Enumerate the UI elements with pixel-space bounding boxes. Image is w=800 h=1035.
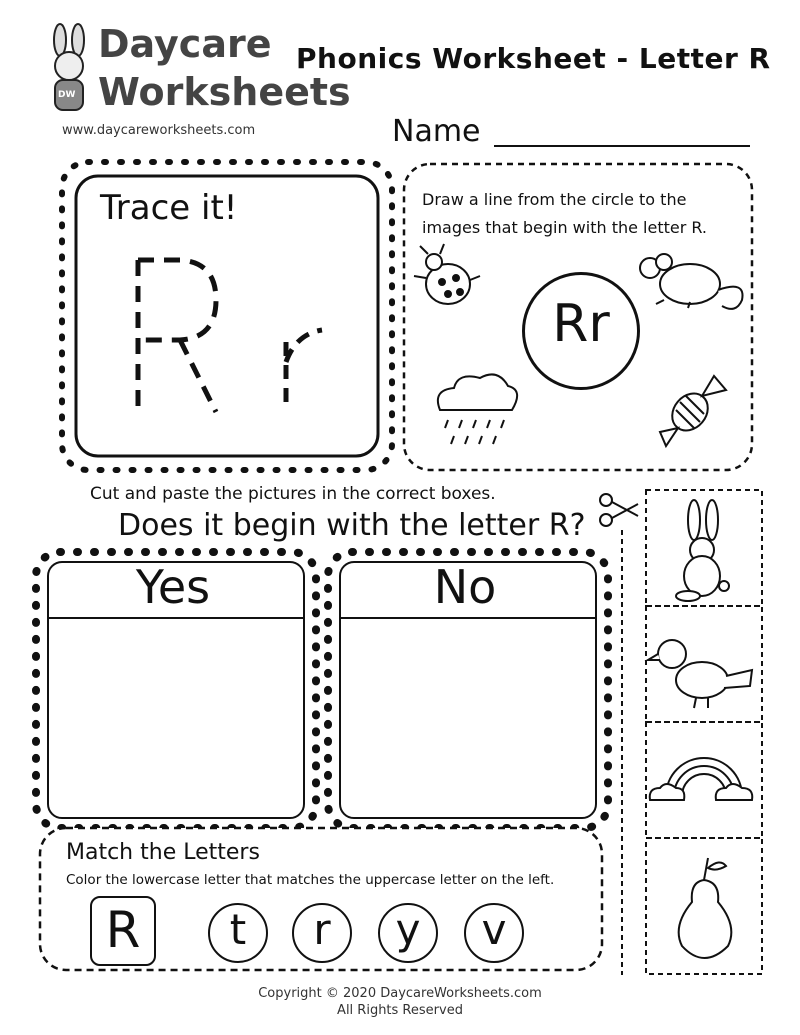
option-r[interactable]: r	[292, 903, 352, 963]
scissors-icon	[600, 494, 638, 526]
bird-icon	[648, 640, 752, 708]
cut-paste-instruction: Cut and paste the pictures in the correct boxes.	[90, 484, 496, 504]
draw-line-instruction: Draw a line from the circle to the images that begin with the letter R.	[422, 190, 708, 237]
match-instruction: Color the lowercase letter that matches the uppercase letter on the left.	[66, 872, 555, 888]
candy-icon	[660, 376, 726, 446]
logo-badge: DW	[58, 90, 76, 100]
footer-copyright: Copyright © 2020 DaycareWorksheets.com	[258, 986, 542, 1001]
page-title: Phonics Worksheet - Letter R	[296, 42, 771, 75]
option-y[interactable]: y	[378, 903, 438, 963]
name-input-line[interactable]	[494, 145, 750, 147]
footer-rights: All Rights Reserved	[337, 1003, 463, 1018]
mouse-icon	[640, 254, 743, 309]
trace-title: Trace it!	[100, 188, 238, 228]
rr-circle-text: Rr	[552, 294, 610, 354]
no-label: No	[433, 560, 497, 614]
uppercase-letter-box: R	[90, 896, 156, 966]
rainbow-icon	[650, 758, 753, 800]
ladybug-icon	[414, 244, 480, 304]
rabbit-icon	[676, 500, 729, 601]
raincloud-icon	[438, 374, 517, 444]
question-heading: Does it begin with the letter R?	[118, 508, 586, 543]
site-url: www.daycareworksheets.com	[62, 123, 256, 138]
yes-label: Yes	[135, 560, 211, 614]
pear-icon	[679, 858, 732, 958]
option-v[interactable]: v	[464, 903, 524, 963]
logo-text-line2: Worksheets	[98, 70, 351, 114]
name-label: Name	[392, 114, 481, 149]
option-t[interactable]: t	[208, 903, 268, 963]
match-title: Match the Letters	[66, 840, 260, 865]
logo-text-line1: Daycare	[98, 22, 272, 66]
